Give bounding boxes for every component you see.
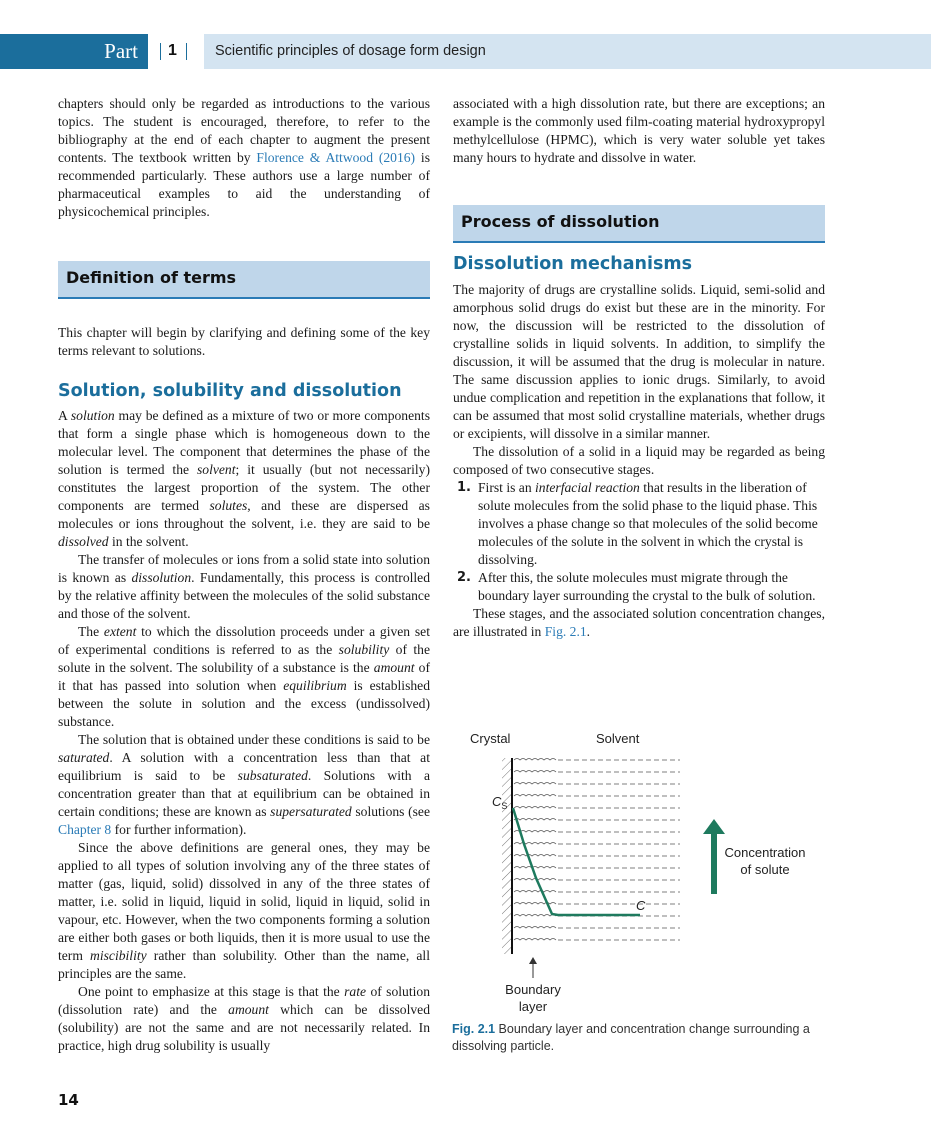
wavy-line [514, 867, 556, 869]
running-header-title: Scientific principles of dosage form design [215, 43, 486, 59]
wavy-line [514, 807, 556, 809]
wavy-line [514, 903, 556, 905]
arrow-label-1: Concentration [724, 845, 806, 860]
boundary-label-1: Boundary [505, 982, 561, 997]
wavy-line [514, 855, 556, 857]
wavy-line [514, 843, 556, 845]
figure-caption [452, 1021, 828, 1055]
arrow-label-2: of solute [740, 862, 790, 877]
wavy-line [514, 783, 556, 785]
wavy-line [514, 927, 556, 929]
crystal-label: Crystal [470, 731, 511, 746]
list-item: 2. After this, the solute molecules must migrate through the boundary layer surrounding the crystal to the bulk of solution. [457, 570, 816, 603]
paragraph: One point to emphasize at this stage is that the rate of solution (dissolution rate) and the amount which can be dissolved (solubility) are not the same and are not necessarily related. In practice, high drug solubility is usually [58, 984, 430, 1053]
paragraph: Since the above definitions are general ones, they may be applied to all types of solution involving any of the three states of matter (gas, liquid, solid) dissolved in any of the three states of matter, i.e. solid in liquid, liquid in solid, liquid in liquid, solid in vapour, etc. However, when the two components forming a solution are either both gases or both liquids, then it is more usual to use the term miscibility rather than solubility. Other than the name, all principles are the same. [58, 840, 430, 981]
figure-link[interactable]: Fig. 2.1 [544, 624, 587, 639]
paragraph: The transfer of molecules or ions from a solid state into solution is known as dissolution. Fundamentally, this process is controlled by the relative affinity between the molecules of the solid substance and those of the solvent. [58, 552, 431, 621]
chapter-link[interactable]: Chapter 8 [58, 822, 112, 837]
part-tab [0, 34, 148, 69]
definitions-intro: This chapter will begin by clarifying and defining some of the key terms relevant to solutions. [58, 325, 430, 358]
paragraph: A solution may be defined as a mixture of two or more components that form a single phase which is homogeneous down to the molecular level. The component that determines the phase of the solution is termed the solvent; it usually (but not necessarily) constitutes the largest proportion of the system. The other components are termed solutes, and these are dispersed as molecules or ions throughout the solvent, i.e. they are said to be dissolved in the solvent. [58, 408, 430, 549]
figure-boundary-layer [452, 726, 828, 1026]
section-title: Process of dissolution [461, 212, 660, 231]
left-column [58, 95, 430, 1055]
part-label: Part [104, 39, 138, 63]
c-label: C [636, 898, 646, 913]
wavy-line [514, 771, 556, 773]
boundary-layer-lines [514, 759, 556, 941]
concentration-arrow [703, 819, 725, 894]
paragraph: The extent to which the dissolution proceeds under a given set of experimental conditions is referred to as the solubility of the solute in the solvent. The solubility of a substance is the amount of it that has passed into solution when equilibrium is established between the solute in solution and the excess (undissolved) substance. [58, 624, 431, 729]
running-header [204, 34, 931, 69]
stages-list [453, 479, 825, 605]
paragraph: associated with a high dissolution rate, but there are exceptions; an example is the commonly used film-coating material hydroxypropyl methylcellulose (HPMC), which is very water soluble yet takes many hours to hydrate and dissolve in water. [453, 96, 825, 165]
right-column [453, 95, 825, 641]
part-number-box [150, 34, 204, 69]
section-title: Definition of terms [66, 268, 237, 287]
paragraph: The majority of drugs are crystalline solids. Liquid, semi-solid and amorphous solid drugs do exist but these are in the minority. For now, the discussion will be restricted to the dissolution of crystalline solids in liquid solvents. In addition, to simplify the discussion, it will be assumed that the drug is molecular in nature. The same discussion applies to ionic drugs. Similarly, to avoid undue complication and repetition in the explanations that follow, it can be assumed that most solid crystalline materials, whether drugs or excipients, will dissolve in a similar manner. [453, 282, 825, 441]
crystal-surface [502, 758, 512, 954]
solvent-label: Solvent [596, 731, 640, 746]
wavy-line [514, 819, 556, 821]
solvent-lines [558, 760, 680, 940]
caption-text: Boundary layer and concentration change surrounding a dissolving particle. [452, 1022, 810, 1053]
paragraph: The dissolution of a solid in a liquid may be regarded as being composed of two consecutive stages. [453, 444, 825, 477]
paragraph: The solution that is obtained under these conditions is said to be saturated. A solution with a concentration less than that at equilibrium is said to be subsaturated. Solutions with a concentration greater than that at equilibrium can be obtained in certain conditions; these are known as supersaturated solutions (see Chapter 8 for further information). [58, 732, 431, 837]
boundary-pointer [529, 957, 537, 978]
list-item: 1. First is an interfacial reaction that results in the liberation of solute molecules from the solid phase to the liquid phase. This involves a phase change so that molecules of the solid become molecules of the solute in the solvent in which the crystal is dissolving. [457, 480, 818, 567]
wavy-line [514, 939, 556, 941]
boundary-label-2: layer [518, 999, 548, 1014]
page-number: 14 [58, 1091, 79, 1109]
intro-paragraph: chapters should only be regarded as introductions to the various topics. The student is encouraged, therefore, to refer to the bibliography at the end of each chapter to augment the present contents. The textbook written by Florence & Attwood (2016) is recommended particularly. These authors use a large number of pharmaceutical examples to aid the understanding of physicochemical principles. [58, 96, 430, 219]
caption-number: Fig. 2.1 [452, 1022, 496, 1036]
wavy-line [514, 795, 556, 797]
wavy-line [514, 915, 556, 917]
part-number: 1 [168, 42, 177, 59]
concentration-curve [513, 808, 640, 915]
section-banner-process [453, 205, 825, 243]
wavy-line [514, 759, 556, 761]
subheading-mechanisms: Dissolution mechanisms [453, 254, 693, 274]
wavy-line [514, 891, 556, 893]
cs-label: $C_S$ [492, 794, 508, 811]
paragraph: These stages, and the associated solution concentration changes, are illustrated in Fig. 2.1. [453, 606, 825, 639]
subheading-solution: Solution, solubility and dissolution [58, 381, 402, 401]
reference-link[interactable]: Florence & Attwood (2016) [256, 150, 416, 165]
section-banner-definitions [58, 261, 430, 299]
